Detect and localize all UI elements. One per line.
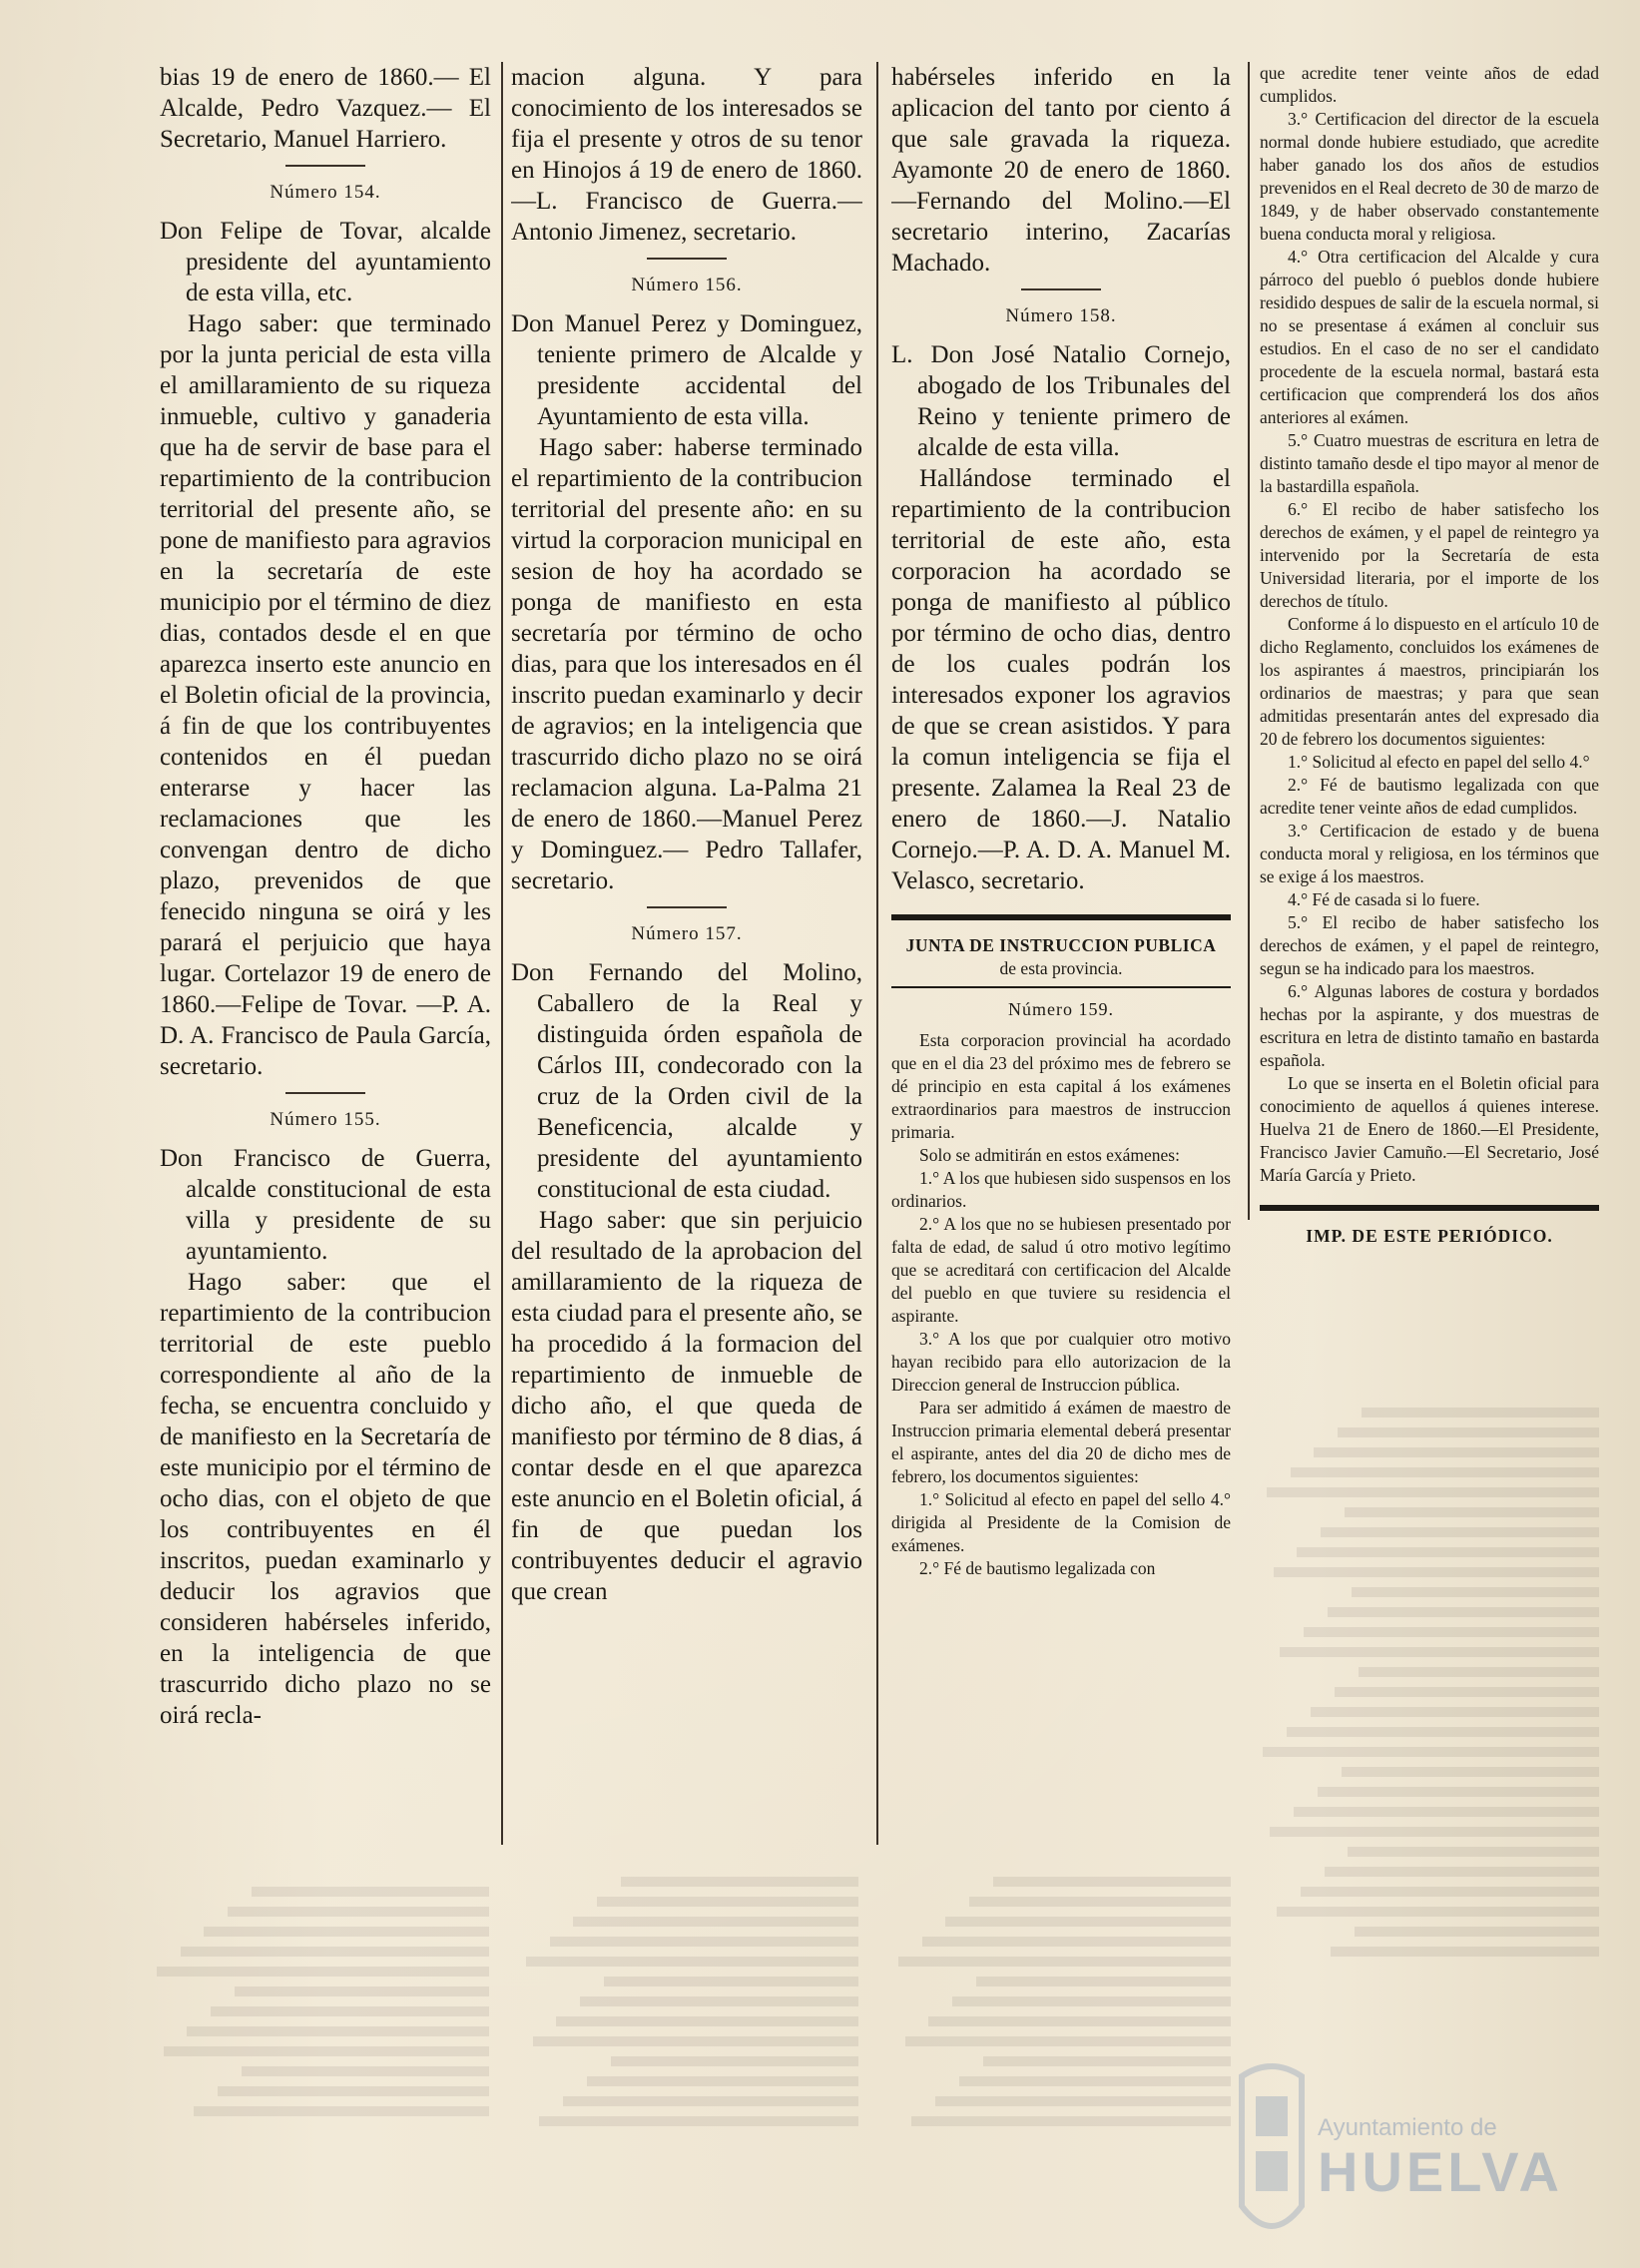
bleed-line (597, 1897, 858, 1907)
bleed-line (922, 1937, 1231, 1947)
bleed-line (242, 2066, 489, 2076)
bleed-line (1325, 1867, 1599, 1877)
bleed-line (164, 2046, 489, 2056)
bleed-line (587, 2076, 858, 2086)
bleed-line (1345, 1507, 1599, 1517)
section-subtitle: de esta provincia. (999, 958, 1123, 978)
bleed-line (1331, 1947, 1599, 1957)
bleed-line (1297, 1547, 1599, 1557)
bleed-line (1301, 1887, 1599, 1897)
paragraph: bias 19 de enero de 1860.— El Alcalde, Pedro Vazquez.— El Secretario, Manuel Harriero. (160, 64, 491, 153)
bleed-line (928, 2016, 1231, 2026)
paragraph: Lo que se inserta en el Boletin oficial para conocimiento de aquellos á quienes interese. Huelva 21 de Enero de 1860.—El Presidente, Francisco Javier Camuño.—El Secretario, José María García y Prieto. (1260, 1073, 1599, 1185)
list-item: 6.° El recibo de haber satisfecho los derechos de exámen, y el papel de reintegro ya intervenido por la Secretaría de esta Universidad literaria, por el importe de los derechos de título. (1260, 499, 1599, 611)
separator (285, 165, 365, 167)
section-rule (891, 914, 1231, 920)
bleed-line (1267, 1487, 1599, 1497)
bleed-line (1314, 1447, 1599, 1457)
bleed-line (1352, 1587, 1599, 1597)
bleed-line (1270, 1827, 1599, 1837)
notice-heading: Don Francisco de Guerra, alcalde constitucional de esta villa y presidente de su ayuntamiento. (160, 1145, 491, 1265)
list-item: 3.° A los que por cualquier otro motivo hayan recibido para ello autorizacion de la Direccion general de Instruccion pública. (891, 1329, 1231, 1395)
list-item: 5.° El recibo de haber satisfecho los derechos de exámen, y el papel de reintegro, segun se ha indicado para los maestros. (1260, 912, 1599, 978)
column-4 (1260, 62, 1599, 1248)
paragraph: habérseles inferido en la aplicacion del tanto por ciento á que sale gravada la riqueza. Ayamonte 20 de enero de 1860.—Fernando del Molino.—El secretario interino, Zacarías Machado. (891, 64, 1231, 277)
bleed-line (252, 1887, 489, 1897)
bleed-line (1287, 1727, 1599, 1737)
notice-number: Número 157. (631, 923, 743, 944)
list-item: 5.° Cuatro muestras de escritura en letra de distinto tamaño desde el tipo mayor al menor de la bastardilla española. (1260, 430, 1599, 496)
separator (647, 258, 727, 260)
bleed-line (1263, 1747, 1599, 1757)
column-rule (1248, 62, 1250, 1220)
bleed-line (526, 1957, 858, 1967)
paragraph: Para ser admitido á exámen de maestro de Instruccion primaria elemental deberá presentar el aspirante, antes del dia 20 de dicho mes de febrero, los documentos siguientes: (891, 1398, 1231, 1486)
list-item: 2.° Fé de bautismo legalizada con (919, 1558, 1156, 1578)
paragraph: Solo se admitirán en estos exámenes: (919, 1145, 1180, 1165)
bleed-line (945, 1917, 1231, 1927)
paragraph: macion alguna. Y para conocimiento de los interesados se fija el presente y otros de su tenor en Hinojos á 19 de enero de 1860.—L. Francisco de Guerra.—Antonio Jimenez, secretario. (511, 64, 862, 246)
column-3 (891, 62, 1231, 1580)
notice-heading: L. Don José Natalio Cornejo, abogado de los Tribunales del Reino y teniente primero de alcalde de esta villa. (891, 341, 1231, 461)
bleed-line (959, 2076, 1231, 2086)
bleed-line (1338, 1427, 1599, 1437)
separator (285, 1092, 365, 1094)
notice-heading: Don Fernando del Molino, Caballero de la Real y distinguida órden española de Cárlos III, condecorado con la cruz de la Orden civil de la Beneficencia, alcalde y presidente del ayuntamiento constitucional de esta ciudad. (511, 959, 862, 1203)
bleed-line (228, 1907, 489, 1917)
separator (1021, 288, 1101, 290)
notice-number: Número 158. (1005, 305, 1117, 326)
bleed-line (1321, 1527, 1599, 1537)
list-item: 4.° Fé de casada si lo fuere. (1288, 889, 1480, 909)
bleed-line (1280, 1647, 1599, 1657)
bleed-line (1318, 1787, 1599, 1797)
list-item: 1.° Solicitud al efecto en papel del sello 4.° (1288, 752, 1590, 772)
notice-heading: Don Felipe de Tovar, alcalde presidente del ayuntamiento de esta villa, etc. (160, 218, 491, 306)
bleed-through (150, 1877, 489, 2256)
city-seal-icon (1234, 2056, 1310, 2246)
separator (647, 906, 727, 908)
notice-number: Número 156. (631, 275, 743, 295)
list-item: 2.° Fé de bautismo legalizada con que acredite tener veinte años de edad cumplidos. (1260, 775, 1599, 818)
column-rule (501, 62, 503, 1845)
bleed-line (993, 1877, 1231, 1887)
bleed-line (218, 2086, 489, 2096)
bleed-line (1348, 1847, 1599, 1857)
paragraph: Hallándose terminado el repartimiento de la contribucion territorial de este año, esta corporacion ha acordado se ponga de manifiesto al público por término de ocho dias, dentro de los cuales podrán los interesados exponer los agravios de que se crean asistidos. Y para la comun inteligencia se fija el presente. Zalamea la Real 23 de enero de 1860.—J. Natalio Cornejo.—P. A. D. A. Manuel M. Velasco, secretario. (891, 465, 1231, 894)
imprint: IMP. DE ESTE PERIÓDICO. (1306, 1226, 1553, 1246)
bleed-line (952, 1996, 1231, 2006)
paragraph: Esta corporacion provincial ha acordado que en el dia 23 del próximo mes de febrero se dé principio en esta capital á los exámenes extraordinarios para maestros de instruccion primaria. (891, 1030, 1231, 1142)
bleed-line (157, 1967, 489, 1977)
list-item: 2.° A los que no se hubiesen presentado por falta de edad, de salud ú otro motivo legítimo que se acreditará con certificacion del Alcalde del pueblo en que tuviere su residencia el aspirante. (891, 1214, 1231, 1326)
bleed-line (976, 1977, 1231, 1986)
column-2 (511, 62, 862, 1607)
bleed-line (604, 1977, 858, 1986)
bleed-line (1311, 1707, 1599, 1717)
list-item: 3.° Certificacion de estado y de buena conducta moral y religiosa, en los términos que se exige á los maestros. (1260, 821, 1599, 886)
column-rule (876, 62, 878, 1845)
bleed-line (1342, 1767, 1599, 1777)
bleed-line (533, 2036, 858, 2046)
bleed-line (983, 2056, 1231, 2066)
section-rule (891, 986, 1231, 988)
bleed-line (204, 1927, 489, 1937)
notice-number: Número 154. (270, 182, 381, 203)
watermark-logo: Ayuntamiento de HUELVA (1318, 2114, 1563, 2203)
bleed-line (235, 1986, 489, 1996)
bleed-through (891, 1867, 1231, 2256)
bleed-line (1355, 1927, 1599, 1937)
bleed-line (573, 1917, 858, 1927)
bleed-line (1274, 1567, 1599, 1577)
bleed-line (211, 2006, 489, 2016)
paragraph: que acredite tener veinte años de edad cumplidos. (1260, 63, 1599, 106)
bleed-line (550, 1937, 858, 1947)
list-item: 1.° A los que hubiesen sido suspensos en los ordinarios. (891, 1168, 1231, 1211)
paragraph: Hago saber: que el repartimiento de la contribucion territorial de este pueblo correspondiente al año de la fecha, se encuentra concluido y de manifiesto en la Secretaría de este municipio por el término de ocho dias, con el objeto de que los contribuyentes en él inscritos, puedan examinarlo y deducir los agravios que consideren habérseles inferido, en la inteligencia de que trascurrido dicho plazo no se oirá recla- (160, 1269, 491, 1729)
section-rule (1260, 1205, 1599, 1211)
bleed-line (187, 2026, 489, 2036)
bleed-line (194, 2106, 489, 2116)
bleed-line (1335, 1687, 1599, 1697)
bleed-line (621, 1877, 858, 1887)
bleed-line (898, 1957, 1231, 1967)
bleed-line (556, 2016, 858, 2026)
bleed-line (1277, 1907, 1599, 1917)
bleed-line (905, 2036, 1231, 2046)
notice-number: Número 159. (1008, 999, 1114, 1019)
paragraph: Conforme á lo dispuesto en el artículo 10 de dicho Reglamento, concluidos los exámenes de los aspirantes á maestros, principiarán los ordinarios de maestras; y para que sean admitidas presentarán antes del expresado dia 20 de febrero los documentos siguientes: (1260, 614, 1599, 749)
paragraph: Hago saber: que sin perjuicio del resultado de la aprobacion del amillaramiento de la riqueza de esta ciudad para el presente año, se ha procedido á la formacion del repartimiento de inmueble de dicho año, el que queda de manifiesto por término de 8 dias, á contar desde en el que aparezca este anuncio en el Boletin oficial, á fin de que puedan los contribuyentes deducir el agravio que crean (511, 1207, 862, 1605)
bleed-line (539, 2116, 858, 2126)
bleed-line (580, 1996, 858, 2006)
notice-heading: Don Manuel Perez y Dominguez, teniente primero de Alcalde y presidente accidental del Ayuntamiento de esta villa. (511, 310, 862, 430)
list-item: 6.° Algunas labores de costura y bordados hechas por la aspirante, y dos muestras de escritura en letra de distinto tamaño en bastarda española. (1260, 981, 1599, 1070)
bleed-line (935, 2096, 1231, 2106)
bleed-through (519, 1867, 858, 2256)
list-item: 4.° Otra certificacion del Alcalde y cura párroco del pueblo ó pueblos donde hubiere residido despues de salir de la escuela normal, si no se presentase á exámen al concluir sus estudios. En el caso de no ser el candidato procedente de la escuela normal, bastará esta certificacion que comprenderá los dos años anteriores al exámen. (1260, 247, 1599, 427)
bleed-line (563, 2096, 858, 2106)
section-title: JUNTA DE INSTRUCCION PUBLICA (905, 935, 1217, 955)
bleed-line (1359, 1667, 1599, 1677)
column-1 (160, 62, 491, 1731)
bleed-line (1304, 1627, 1599, 1637)
list-item: 3.° Certificacion del director de la escuela normal donde hubiere estudiado, que acredite haber ganado los dos años de estudios prevenidos en el Real decreto de 30 de marzo de 1849, y de haber observado constantemente buena conducta moral y religiosa. (1260, 109, 1599, 244)
bleed-line (1362, 1408, 1599, 1418)
bleed-line (181, 1947, 489, 1957)
bleed-line (969, 1897, 1231, 1907)
notice-number: Número 155. (270, 1109, 381, 1130)
bleed-line (611, 2056, 858, 2066)
paragraph: Hago saber: que terminado por la junta pericial de esta villa el amillaramiento de su riqueza inmueble, cultivo y ganaderia que ha de servir de base para el repartimiento de la contribucion territorial del presente año, se pone de manifiesto para agravios en la secretaría de este municipio por el término de diez dias, contados desde el en que aparezca inserto este anuncio en el Boletin oficial de la provincia, á fin de que los contribuyentes contenidos en él puedan enterarse y hacer las reclamaciones que les convengan dentro de dicho plazo, prevenidos de que fenecido ninguna se oirá y les parará el perjuicio que haya lugar. Cortelazor 19 de enero de 1860.—Felipe de Tovar. —P. A. D. A. Francisco de Paula García, secretario. (160, 310, 491, 1080)
bleed-line (1328, 1607, 1599, 1617)
bleed-line (1291, 1467, 1599, 1477)
bleed-line (911, 2116, 1231, 2126)
bleed-line (1294, 1807, 1599, 1817)
paragraph: Hago saber: haberse terminado el repartimiento de la contribucion territorial del presente año: en su virtud la corporacion municipal en sesion de hoy ha acordado se ponga de manifiesto en esta secretaría por término de ocho dias, para que los interesados en él inscrito puedan examinarlo y decir de agravios; en la inteligencia que trascurrido dicho plazo no se oirá reclamacion alguna. La-Palma 21 de enero de 1860.—Manuel Perez y Dominguez.— Pedro Tallafer, secretario. (511, 434, 862, 894)
list-item: 1.° Solicitud al efecto en papel del sello 4.° dirigida al Presidente de la Comision de exámenes. (891, 1489, 1231, 1555)
